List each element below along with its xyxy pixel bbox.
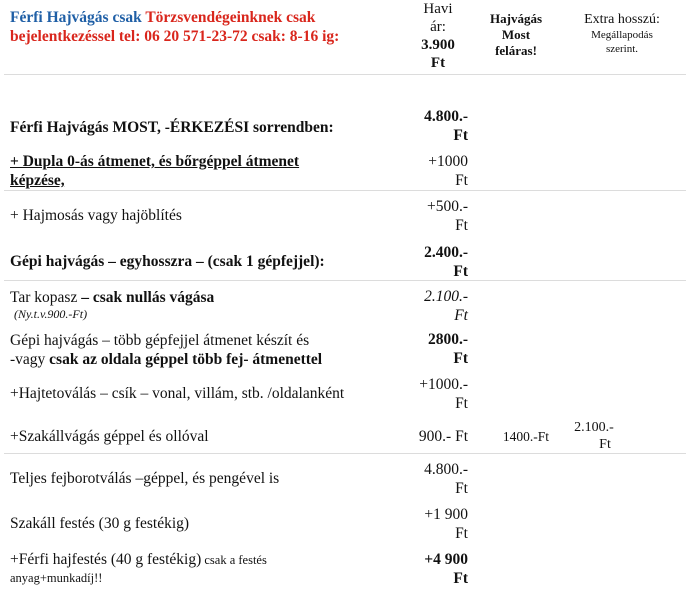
header-title-red-2: bejelentkezéssel tel: 06 20 571-23-72 csak: 8-16 ig:	[10, 28, 340, 45]
row-note: (Ny.t.v.900.-Ft)	[14, 307, 88, 321]
row-price	[404, 330, 468, 368]
row-label: Gépi hajvágás – egyhosszra – (csak 1 gépfejjel):	[10, 253, 325, 270]
row-label: Teljes fejborotválás –géppel, és pengével is	[10, 470, 280, 487]
row-price-value: +1000.-	[419, 376, 468, 393]
row-extra-price-value: 2.100.-	[574, 420, 614, 435]
header-extra-2: Megállapodás	[591, 29, 653, 41]
row-extra-price	[562, 419, 626, 453]
header-most-1: Hajvágás	[490, 11, 542, 26]
row-label-line-1: Gépi hajvágás – több gépfejjel átmenet készít és	[10, 332, 310, 349]
row-label	[10, 152, 299, 190]
row-price-currency: Ft	[455, 217, 468, 234]
header-extra-long	[570, 12, 674, 56]
row-price-currency: Ft	[455, 395, 468, 412]
header-most-3: feláras!	[495, 43, 537, 58]
row-price-currency: Ft	[453, 350, 468, 367]
row-label-line-1: + Dupla 0-ás átmenet, és bőrgéppel átmenet	[10, 153, 300, 170]
row-price-currency: Ft	[455, 525, 468, 542]
row-price-currency: Ft	[455, 172, 468, 189]
header-most-surcharge	[480, 11, 552, 59]
row-price	[404, 550, 468, 588]
row-label: +Hajtetoválás – csík – vonal, villám, stb. /oldalanként	[10, 385, 345, 402]
row-price-currency: Ft	[453, 127, 468, 144]
row-price-value: 4.800.-	[424, 108, 468, 125]
header-price-label-1: Havi	[423, 1, 453, 17]
row-price	[404, 375, 468, 413]
row-price	[404, 505, 468, 543]
row-label	[10, 550, 267, 586]
row-label-line-2: anyag+munkadíj!!	[10, 571, 103, 585]
header-extra-1: Extra hosszú:	[584, 12, 660, 27]
row-price-value: 2.400.-	[424, 244, 468, 261]
divider	[4, 280, 686, 281]
header-most-2: Most	[501, 27, 531, 42]
row-label	[10, 288, 214, 321]
row-price-value: 2800.-	[427, 331, 468, 348]
row-price-currency: Ft	[453, 570, 468, 587]
row-label-bold: csak az oldala géppel több fej- átmenettel	[49, 351, 323, 368]
row-price-value: +4 900	[424, 551, 468, 568]
header-title-red-1: Törzsvendégeinknek csak	[145, 9, 316, 26]
divider	[4, 74, 686, 75]
row-price-currency: Ft	[454, 307, 468, 324]
row-label: Szakáll festés (30 g festékig)	[10, 515, 190, 532]
header-title	[10, 8, 400, 46]
row-price-value: +1 900	[424, 506, 468, 523]
row-price	[404, 287, 468, 325]
row-price	[404, 152, 468, 190]
row-label-bold: – csak nullás vágása	[77, 289, 215, 306]
row-extra-price-currency: Ft	[599, 437, 611, 452]
row-label-small: csak a festés	[201, 553, 267, 567]
row-most-price: 1400.-Ft	[502, 429, 550, 444]
header-monthly-price	[404, 0, 472, 72]
header-price-currency: Ft	[430, 55, 446, 71]
row-label: + Hajmosás vagy hajöblítés	[10, 207, 182, 224]
row-label-line-1: +Férfi hajfestés (40 g festékig)	[10, 551, 202, 568]
row-price	[404, 197, 468, 235]
row-label: +Szakállvágás géppel és ollóval	[10, 428, 209, 445]
row-price	[404, 107, 468, 145]
row-label-plain: Tar kopasz	[10, 289, 78, 306]
divider	[4, 190, 686, 191]
divider	[4, 453, 686, 454]
row-label: Férfi Hajvágás MOST, -ÉRKEZÉSI sorrendben:	[10, 119, 334, 136]
row-price-value: +1000	[428, 153, 468, 170]
row-price-value: 4.800.-	[424, 461, 468, 478]
row-label-plain: -vagy	[10, 351, 50, 368]
row-price: 900.- Ft	[418, 428, 468, 445]
row-price	[404, 243, 468, 281]
row-price-value: 2.100.-	[424, 288, 468, 305]
row-price-value: +500.-	[426, 198, 468, 215]
row-label-line-2: képzése,	[10, 172, 65, 189]
header-price-value: 3.900	[421, 37, 455, 53]
row-label	[10, 331, 322, 369]
header-extra-3: szerint.	[605, 43, 639, 55]
row-price	[404, 460, 468, 498]
row-price-currency: Ft	[453, 263, 468, 280]
header-price-label-2: ár:	[430, 19, 446, 35]
header-title-blue: Férfi Hajvágás csak	[10, 9, 142, 26]
row-price-currency: Ft	[455, 480, 468, 497]
